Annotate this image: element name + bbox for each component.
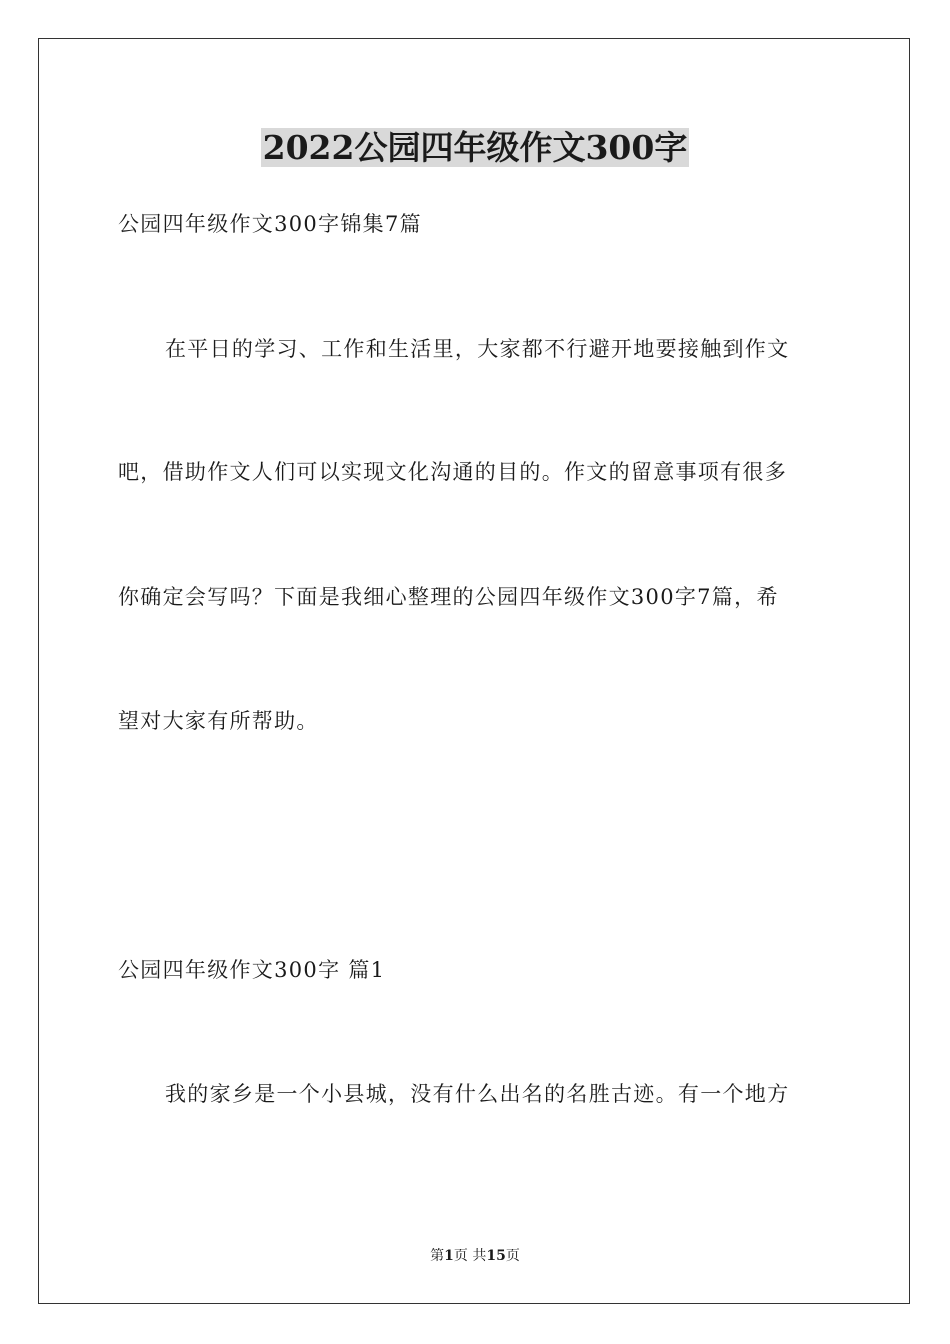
- page-footer: [0, 1247, 950, 1265]
- page-total: 15: [486, 1248, 506, 1264]
- document-subtitle: 公园四年级作文300字锦集7篇: [118, 212, 422, 236]
- page-prefix: 第: [430, 1248, 445, 1264]
- body-line-1: 我的家乡是一个小县城，没有什么出名的名胜古迹。有一个地方: [165, 1082, 790, 1106]
- intro-line-3: 你确定会写吗？下面是我细心整理的公园四年级作文300字7篇，希: [118, 585, 779, 609]
- page-number: 1: [444, 1248, 454, 1264]
- intro-line-2: 吧，借助作文人们可以实现文化沟通的目的。作文的留意事项有很多: [118, 460, 787, 484]
- document-title: [0, 126, 950, 170]
- page-middle: 页 共: [453, 1248, 487, 1264]
- document-title-text: 2022公园四年级作文300字: [262, 128, 688, 167]
- intro-line-1: 在平日的学习、工作和生活里，大家都不行避开地要接触到作文: [165, 337, 790, 361]
- page-suffix: 页: [505, 1248, 520, 1264]
- section-heading: 公园四年级作文300字 篇1: [118, 958, 386, 982]
- intro-line-4: 望对大家有所帮助。: [118, 709, 319, 733]
